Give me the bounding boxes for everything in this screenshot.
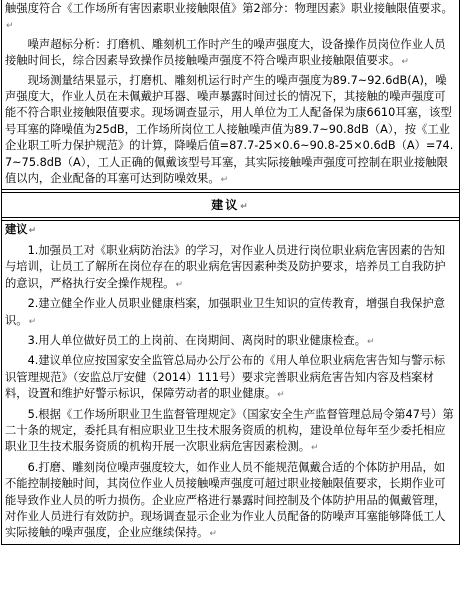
paragraph-mark-icon: ↵ [220, 175, 229, 186]
recommendation-item-2: 2.建立健全作业人员职业健康档案，加强职业卫生知识的宣传教育，增强自我保护意识。↵ [5, 297, 446, 327]
paragraph-mark-icon: ↵ [28, 316, 37, 327]
paragraph-mark-icon: ↵ [209, 529, 217, 540]
paragraph-mark-icon: ↵ [6, 21, 14, 32]
paragraph-mark-icon: ↵ [277, 390, 285, 401]
recommendations-subtitle: 建议↵ [5, 223, 37, 237]
recommendation-item-5: 5.根据《工作场所职业卫生监督管理规定》（国家安全生产监督管理总局令第47号）第二十条的规定，委托具有相应职业卫生技术服务资质的机构，建设单位每年至少委托相应职业卫生技术服务资质的机构开展一次职业病危害因素检测。↵ [5, 407, 454, 454]
paragraph-mark-icon: ↵ [401, 57, 409, 68]
paragraph-mark-icon: ↵ [240, 202, 250, 213]
paragraph-limit-compliance: 触强度符合《工作场所有害因素职业接触限值》第2部分：物理因素》职业接触限值要求。↵ [5, 2, 453, 32]
recommendation-item-3: 3.用人单位做好员工的上岗前、在岗期间、离岗时的职业健康检查。↵ [27, 333, 375, 347]
paragraph-noise-analysis: 噪声超标分析：打磨机、雕刻机工作时产生的噪声强度大，设备操作员岗位作业人员接触时间长，综合因素导致操作员接触噪声强度不符合噪声职业接触限值要求。↵ [5, 37, 446, 68]
paragraph-measurement-results: 现场测量结果显示，打磨机、雕刻机运行时产生的噪声强度为89.7~92.6dB(A)，噪声强度大，作业人员在未佩戴护耳器、噪声暴露时间过长的情况下，其接触的噪声强度可能不符合职业接触限值要求。现场调查显示，用人单位为工人配备保为康6610耳塞，该型号耳塞的降噪值为25dB，工作场所岗位工人接触噪声值为89.7~90.8dB（A），按《工业企业职工听力保护规范》的计算，降噪后值=87.7-25×0.6~90.8-25×0.6dB（A）=74.7~75.8dB（A），工人正确的佩戴该型号耳塞，其实际接触噪声强度可控制在职业接触限值以内，企业配备的耳塞可达到防噪效果。↵ [5, 73, 454, 186]
report-table [1, 0, 460, 545]
recommendation-item-4: 4.建议单位应按国家安全监管总局办公厅公布的《用人单位职业病危害告知与警示标识管理规范》（安监总厅安健（2014）111号）要求完善职业病危害告知内容及档案材料，设置和维护好警示标识，保障劳动者的职业健康。↵ [5, 354, 446, 401]
section-heading [2, 193, 459, 217]
recommendation-item-6: 6.打磨、雕刻岗位噪声强度较大，如作业人员不能规范佩戴合适的个体防护用品，如不能控制接触时间，其岗位作业人员接触噪声强度可超过职业接触限值要求，长期作业可能导致作业人员的听力损伤。企业应严格进行暴露时间控制及个体防护用品的佩戴管理，对作业人员进行有效防护。现场调查显示企业为作业人员配备的防噪声耳塞能够降低工人实际接触的噪声强度，企业应继续保持。↵ [5, 460, 446, 540]
recommendations-cell [2, 221, 459, 543]
recommendation-item-1: 1.加强员工对《职业病防治法》的学习，对作业人员进行岗位职业病危害因素的告知与培训，让员工了解所在岗位存在的职业病危害因素种类及防护要求，培养员工自我防护的意识，严格执行安全操作规程。↵ [5, 243, 446, 290]
paragraph-mark-icon: ↵ [175, 279, 184, 290]
paragraph-mark-icon: ↵ [28, 226, 37, 237]
paragraph-mark-icon: ↵ [367, 336, 375, 347]
section-heading-title: 建议 [211, 198, 240, 213]
paragraph-mark-icon: ↵ [311, 443, 319, 454]
assessment-cell [2, 0, 459, 189]
